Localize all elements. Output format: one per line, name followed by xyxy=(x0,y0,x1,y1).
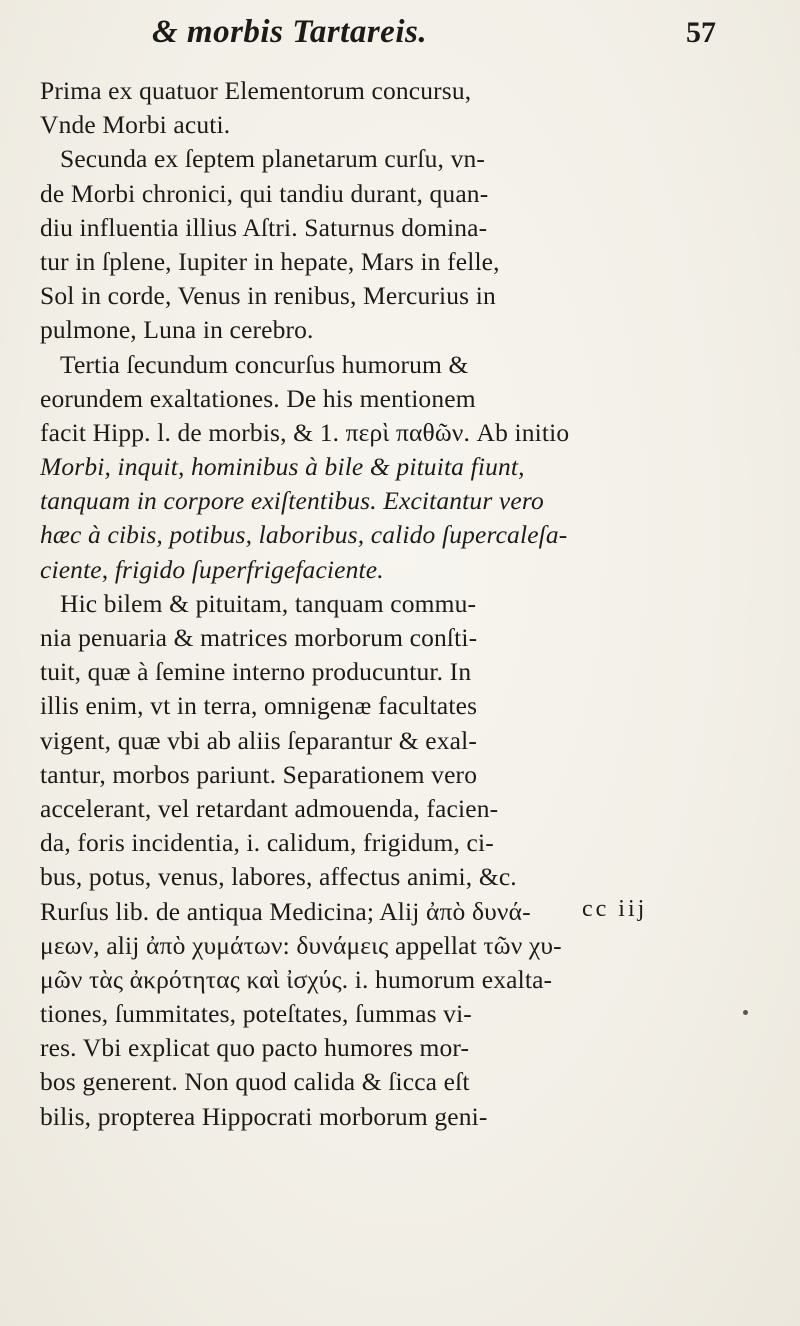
text-line: pulmone, Luna in cerebro. xyxy=(40,315,314,345)
text-line: nia penuaria & matrices morborum conſti- xyxy=(40,623,478,652)
ink-speck xyxy=(743,1010,748,1015)
running-head: & morbis Tartareis. xyxy=(152,14,428,50)
text-line: Tertia ſecundum concurſus humorum & xyxy=(60,349,469,379)
text-line: Hic bilem & pituitam, tanquam commu- xyxy=(60,588,477,618)
text-line: tuit, quæ à ſemine interno producuntur. In xyxy=(40,657,472,687)
text-line: bos generent. Non quod calida & ſicca eſt xyxy=(40,1067,470,1097)
text-line: res. Vbi explicat quo pacto humores mor- xyxy=(40,1033,470,1063)
text-line: Vnde Morbi acuti. xyxy=(40,110,231,140)
text-line: Prima ex quatuor Elementorum concursu, xyxy=(40,76,472,105)
text-line: tantur, morbos pariunt. Separationem vero xyxy=(40,759,478,789)
page-header xyxy=(96,14,760,58)
page-number: 57 xyxy=(686,16,716,49)
text-line: μῶν τὰς ἀκρότητας καὶ ἰσχύς. i. humorum exalta- xyxy=(40,964,553,994)
text-line: bus, potus, venus, labores, affectus animi, &c. xyxy=(40,862,517,892)
text-line: da, foris incidentia, i. calidum, frigidum, ci- xyxy=(40,828,494,858)
text-line: hæc à cibis, potibus, laboribus, calido ſupercaleſa- xyxy=(40,520,568,550)
text-line: facit Hipp. l. de morbis, & 1. περὶ παθῶν. Ab initio xyxy=(40,417,570,447)
text-line: Rurſus lib. de antiqua Medicina; Alij ἀπὸ δυνά- xyxy=(40,896,531,926)
text-line: tanquam in corpore exiſtentibus. Excitantur vero xyxy=(40,486,544,516)
text-line: tur in ſplene, Iupiter in hepate, Mars in felle, xyxy=(40,246,500,276)
signature-mark: cc iij xyxy=(582,896,648,922)
text-line: Sol in corde, Venus in renibus, Mercurius in xyxy=(40,281,496,311)
text-line: bilis, propterea Hippocrati morborum geni- xyxy=(40,1101,488,1131)
text-line: diu influentia illius Aſtri. Saturnus domina- xyxy=(40,212,488,242)
text-line: accelerant, vel retardant admouenda, facien- xyxy=(40,793,499,823)
text-line: Secunda ex ſeptem planetarum curſu, vn- xyxy=(60,144,486,174)
text-line: de Morbi chronici, qui tandiu durant, quan- xyxy=(40,178,489,208)
text-line: tiones, ſummitates, poteſtates, ſummas vi- xyxy=(40,999,472,1029)
text-line: ciente, frigido ſuperfrigefaciente. xyxy=(40,554,384,584)
text-line: μεων, alij ἀπὸ χυμάτων: δυνάμεις appellat τῶν χυ- xyxy=(40,930,562,960)
text-line: Morbi, inquit, hominibus à bile & pituita fiunt, xyxy=(40,452,525,482)
body-text xyxy=(40,74,785,1134)
text-line: eorundem exaltationes. De his mentionem xyxy=(40,383,476,413)
text-line: illis enim, vt in terra, omnigenæ facultates xyxy=(40,691,478,721)
text-line: vigent, quæ vbi ab aliis ſeparantur & exal- xyxy=(40,725,477,755)
